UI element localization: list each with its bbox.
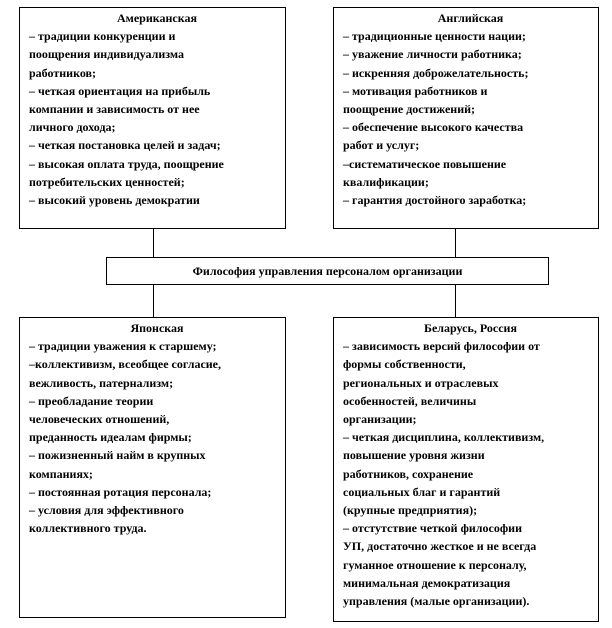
list-line: квалификации; (343, 174, 429, 189)
list-line: – традиции конкуренции и (29, 29, 176, 44)
english-philosophy-box (333, 7, 599, 229)
list-line: работников, сохранение (343, 466, 474, 481)
list-line: организации; (343, 412, 417, 427)
belarus-russia-philosophy-box (333, 317, 599, 622)
list-line: преданность идеалам фирмы; (29, 430, 192, 445)
list-line: – четкая ориентация на прибыль (29, 83, 211, 98)
list-line: вежливость, патернализм; (29, 375, 174, 390)
list-line: – высокий уровень демократии (29, 193, 200, 208)
central-concept-label: Философия управления персоналом организации (192, 264, 463, 278)
english-list (343, 27, 598, 209)
list-line: поощрение достижений; (343, 102, 476, 117)
list-line: – традиции уважения к старшему; (29, 339, 217, 354)
connector-english (455, 229, 456, 257)
list-line: человеческих отношений, (29, 412, 170, 427)
central-concept-box (106, 257, 549, 285)
list-line: компаниях; (29, 466, 93, 481)
japanese-title: Японская (130, 321, 184, 335)
list-line: – обеспечение высокого качества (343, 120, 524, 135)
english-title: Английская (437, 11, 504, 25)
list-line: – постоянная ротация персонала; (29, 484, 212, 499)
connector-belarus (455, 285, 456, 317)
list-line: работ и услуг; (343, 138, 420, 153)
list-line: – высокая оплата труда, поощрение (29, 156, 224, 171)
american-philosophy-box (19, 7, 286, 229)
list-line: потребительских ценностей; (29, 174, 185, 189)
list-line: – зависимость версий философии от (343, 339, 540, 354)
list-line: повышение уровня жизни (343, 448, 485, 463)
list-line: УП, достаточно жесткое и не всегда (343, 539, 537, 554)
list-line: работников; (29, 65, 97, 80)
list-line: – гарантия достойного заработка; (343, 193, 527, 208)
list-line: личного дохода; (29, 120, 116, 135)
american-title: Американская (117, 11, 197, 25)
american-list (29, 27, 285, 209)
list-line: региональных и отраслевых (343, 375, 499, 390)
list-line: – условия для эффективного (29, 503, 184, 518)
belarus-russia-list (343, 337, 598, 610)
list-line: управления (малые организации). (343, 594, 530, 609)
list-line: гуманное отношение к персоналу, (343, 557, 527, 572)
list-line: коллективного труда. (29, 521, 147, 536)
list-line: минимальная демократизация (343, 575, 511, 590)
list-line: – четкая дисциплина, коллективизм, (343, 430, 545, 445)
connector-japanese (153, 285, 154, 317)
list-line: – пожизненный найм в крупных (29, 448, 206, 463)
list-line: – мотивация работников и (343, 83, 488, 98)
list-line: социальных благ и гарантий (343, 484, 501, 499)
list-line: – уважение личности работника; (343, 47, 522, 62)
list-line: – искренняя доброжелательность; (343, 65, 529, 80)
japanese-philosophy-box (19, 317, 286, 618)
list-line: – преобладание теории (29, 393, 154, 408)
belarus-russia-title: Беларусь, Россия (424, 321, 517, 335)
list-line: особенностей, величины (343, 393, 477, 408)
connector-american (153, 229, 154, 257)
list-line: компании и зависимость от нее (29, 102, 200, 117)
list-line: –коллективизм, всеобщее согласие, (29, 357, 222, 372)
japanese-list (29, 337, 285, 537)
list-line: – традиционные ценности нации; (343, 29, 526, 44)
list-line: – четкая постановка целей и задач; (29, 138, 221, 153)
list-line: формы собственности, (343, 357, 466, 372)
list-line: – отстутствие четкой философии (343, 521, 522, 536)
list-line: –систематическое повышение (343, 156, 507, 171)
list-line: (крупные предприятия); (343, 503, 478, 518)
list-line: поощрения индивидуализма (29, 47, 184, 62)
